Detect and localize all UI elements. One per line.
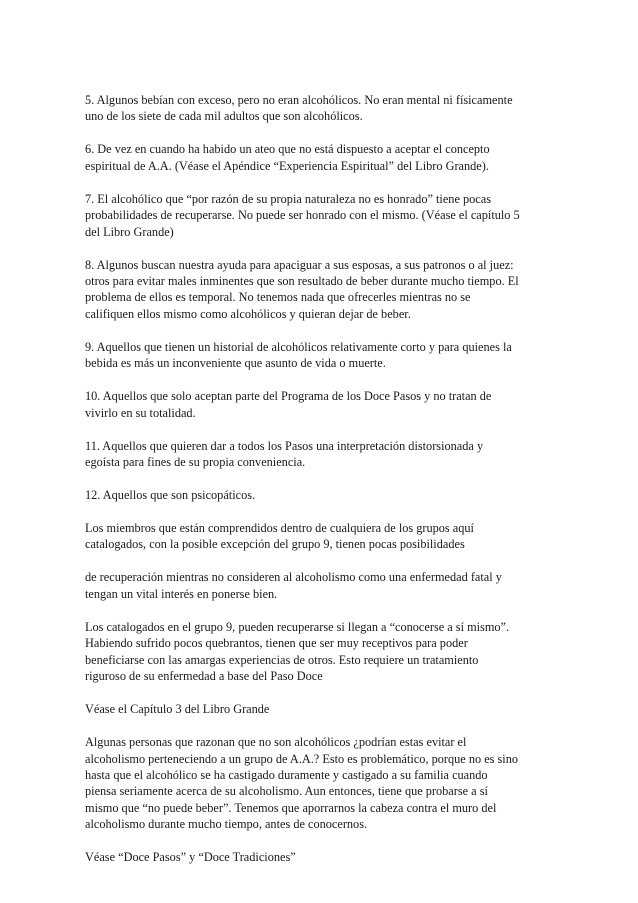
document-body	[85, 92, 555, 882]
text-line: catalogados, con la posible excepción del grupo 9, tienen pocas posibilidades	[85, 537, 465, 552]
paragraph-item-5	[85, 92, 555, 125]
text-line: alcoholismo perteneciendo a un grupo de A.A.? Esto es problemático, porque no es sino	[85, 751, 519, 766]
text-line: otros para evitar males inminentes que son resultado de beber durante mucho tiempo. El	[85, 274, 519, 289]
text-line: hasta que el alcohólico se ha castigado duramente y castigado a su familia cuando	[85, 767, 488, 782]
text-line: de recuperación mientras no consideren al alcoholismo como una enfermedad fatal y	[85, 570, 502, 585]
text-line: 5. Algunos bebían con exceso, pero no eran alcohólicos. No eran mental ni físicamente	[85, 93, 513, 107]
text-line: piensa seriamente acerca de su alcoholismo. Aun entonces, tiene que probarse a sí	[85, 784, 488, 799]
text-line: vivirlo en su totalidad.	[85, 405, 196, 420]
paragraph-item-10	[85, 388, 555, 421]
paragraph-item-7	[85, 191, 555, 240]
text-line: 8. Algunos buscan nuestra ayuda para apaciguar a sus esposas, a sus patronos o al juez:	[85, 257, 514, 272]
paragraph-group-9	[85, 619, 555, 685]
text-line: 10. Aquellos que solo aceptan parte del Programa de los Doce Pasos y no tratan de	[85, 389, 492, 404]
text-line: 9. Aquellos que tienen un historial de alcohólicos relativamente corto y para quienes la	[85, 339, 512, 354]
text-line: 6. De vez en cuando ha habido un ateo que no está dispuesto a aceptar el concepto	[85, 142, 490, 157]
text-line: beneficiarse con las amargas experiencias de otros. Esto requiere un tratamiento	[85, 652, 479, 667]
text-line: Los miembros que están comprendidos dentro de cualquiera de los grupos aquí	[85, 521, 474, 536]
text-line: espiritual de A.A. (Véase el Apéndice “Experiencia Espiritual” del Libro Grande).	[85, 158, 489, 173]
text-line: 11. Aquellos que quieren dar a todos los Pasos una interpretación distorsionada y	[85, 438, 484, 453]
paragraph-item-6	[85, 141, 555, 174]
text-line: califiquen ellos mismo como alcohólicos y quieran dejar de beber.	[85, 306, 411, 321]
paragraph-item-8	[85, 257, 555, 323]
paragraph-item-11	[85, 438, 555, 471]
text-line: riguroso de su enfermedad a base del Paso Doce	[85, 669, 323, 684]
text-line: bebida es más un inconveniente que asunto de vida o muerte.	[85, 356, 386, 371]
text-line: del Libro Grande)	[85, 224, 174, 239]
text-line: egoísta para fines de su propia conveniencia.	[85, 455, 306, 470]
paragraph-some-people	[85, 734, 555, 832]
text-line: Véase “Doce Pasos” y “Doce Tradiciones”	[85, 850, 296, 865]
text-line: Algunas personas que razonan que no son alcohólicos ¿podrían estas evitar el	[85, 735, 467, 750]
paragraph-item-12	[85, 487, 555, 503]
text-line: uno de los siete de cada mil adultos que son alcohólicos.	[85, 109, 363, 124]
paragraph-members	[85, 520, 555, 553]
paragraph-see-chapter-3	[85, 701, 555, 717]
text-line: problema de ellos es temporal. No tenemos nada que ofrecerles mientras no se	[85, 290, 471, 305]
text-line: Habiendo sufrido pocos quebrantos, tienen que ser muy receptivos para poder	[85, 636, 468, 651]
text-line: 12. Aquellos que son psicopáticos.	[85, 488, 256, 503]
text-line: probabilidades de recuperarse. No puede ser honrado con el mismo. (Véase el capítulo 5	[85, 208, 520, 223]
text-line: mismo que “no puede beber”. Tenemos que aporrarnos la cabeza contra el muro del	[85, 800, 497, 815]
paragraph-item-9	[85, 339, 555, 372]
text-line: alcoholismo durante mucho tiempo, antes de conocernos.	[85, 817, 368, 832]
text-line: 7. El alcohólico que “por razón de su propia naturaleza no es honrado” tiene pocas	[85, 191, 491, 206]
text-line: Véase el Capítulo 3 del Libro Grande	[85, 702, 270, 717]
paragraph-see-twelve-steps	[85, 849, 555, 865]
text-line: tengan un vital interés en ponerse bien.	[85, 586, 278, 601]
text-line: Los catalogados en el grupo 9, pueden recuperarse si llegan a “conocerse a sí mismo”.	[85, 619, 510, 634]
paragraph-recovery	[85, 569, 555, 602]
